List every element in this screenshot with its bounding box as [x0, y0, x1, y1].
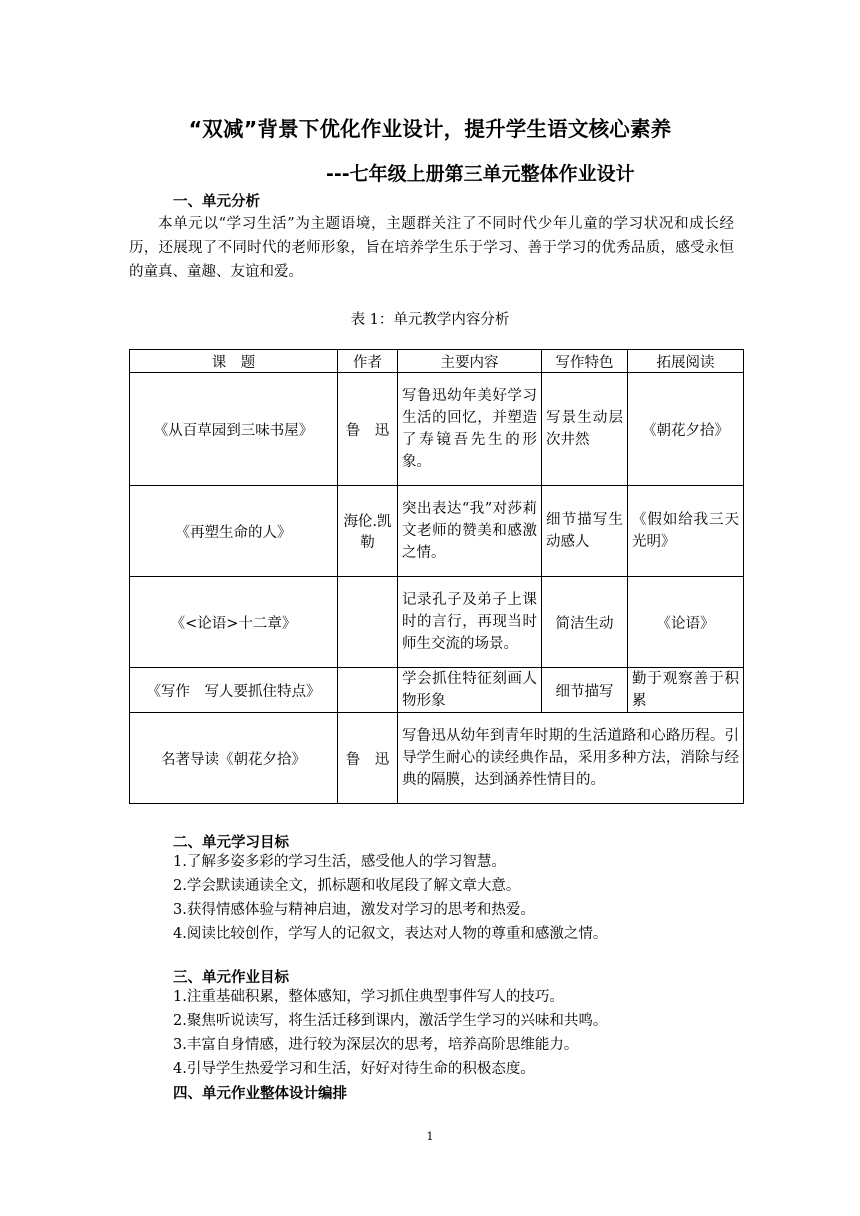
cell-title: 名著导读《朝花夕拾》	[130, 713, 338, 804]
list-item: 4.阅读比较创作，学写人的记叙文，表达对人物的尊重和感激之情。	[173, 926, 608, 942]
section-heading-overall-design: 四、单元作业整体设计编排	[173, 1086, 347, 1102]
cell-title: 《再塑生命的人》	[130, 486, 338, 577]
header-extra-reading: 拓展阅读	[628, 350, 744, 373]
cell-feature: 细节描写生动感人	[542, 486, 628, 577]
cell-author	[338, 668, 398, 713]
cell-extra-reading: 《朝花夕拾》	[628, 373, 744, 486]
cell-title: 《从百草园到三味书屋》	[130, 373, 338, 486]
cell-content: 突出表达“我”对莎莉文老师的赞美和感激之情。	[398, 486, 542, 577]
section-heading-unit-analysis: 一、单元分析	[173, 194, 260, 210]
unit-analysis-paragraph: 本单元以“学习生活”为主题语境，主题群关注了不同时代少年儿童的学习状况和成长经历，还展现了不同时代的老师形象，旨在培养学生乐于学习、善于学习的优秀品质，感受永恒的童真、童趣、友谊和爱。	[129, 216, 734, 280]
section-heading-homework-goals: 三、单元作业目标	[173, 970, 289, 986]
list-item: 4.引导学生热爱学习和生活，好好对待生命的积极态度。	[173, 1061, 535, 1077]
cell-content: 记录孔子及弟子上课时的言行，再现当时师生交流的场景。	[398, 577, 542, 668]
list-item: 2.学会默读通读全文，抓标题和收尾段了解文章大意。	[173, 878, 521, 894]
unit-content-table	[129, 349, 744, 804]
list-item: 3.获得情感体验与精神启迪，激发对学习的思考和热爱。	[173, 902, 535, 918]
table-header-row	[130, 350, 744, 373]
cell-extra-reading: 《论语》	[628, 577, 744, 668]
cell-content: 写鲁迅从幼年到青年时期的生活道路和心路历程。引导学生耐心的读经典作品，采用多种方法，消除与经典的隔膜，达到涵养性情目的。	[398, 713, 744, 804]
cell-author: 鲁 迅	[338, 713, 398, 804]
cell-title: 《写作 写人要抓住特点》	[130, 668, 338, 713]
cell-author	[338, 577, 398, 668]
cell-author-text: 海伦.凯 勒	[343, 514, 392, 551]
homework-goals-list	[173, 985, 773, 1081]
cell-extra-reading: 《假如给我三天光明》	[628, 486, 744, 577]
table-row	[130, 373, 744, 486]
cell-extra-reading: 勤于观察善于积累	[628, 668, 744, 713]
header-content: 主要内容	[398, 350, 542, 373]
header-feature: 写作特色	[542, 350, 628, 373]
table-row	[130, 577, 744, 668]
list-item: 1.了解多姿多彩的学习生活，感受他人的学习智慧。	[173, 854, 506, 870]
table-row	[130, 668, 744, 713]
table-caption: 表 1：单元教学内容分析	[350, 312, 510, 328]
learning-goals-list	[173, 850, 773, 946]
cell-feature: 简洁生动	[542, 577, 628, 668]
header-title: 课 题	[130, 350, 338, 373]
cell-content: 学会抓住特征刻画人物形象	[398, 668, 542, 713]
table-row	[130, 486, 744, 577]
cell-author: 鲁 迅	[338, 373, 398, 486]
header-author: 作者	[338, 350, 398, 373]
document-subtitle: ---七年级上册第三单元整体作业设计	[326, 163, 635, 185]
section-heading-learning-goals: 二、单元学习目标	[173, 835, 289, 851]
cell-feature: 写景生动层次井然	[542, 373, 628, 486]
list-item: 2.聚焦听说读写，将生活迁移到课内，激活学生学习的兴味和共鸣。	[173, 1013, 608, 1029]
document-title: “双减”背景下优化作业设计，提升学生语文核心素养	[188, 117, 672, 141]
list-item: 3.丰富自身情感，进行较为深层次的思考，培养高阶思维能力。	[173, 1037, 579, 1053]
cell-author	[338, 486, 398, 577]
cell-feature: 细节描写	[542, 668, 628, 713]
cell-title: 《<论语>十二章》	[130, 577, 338, 668]
table-row	[130, 713, 744, 804]
list-item: 1.注重基础积累，整体感知，学习抓住典型事件写人的技巧。	[173, 989, 564, 1005]
page-number: 1	[426, 1130, 434, 1143]
cell-content: 写鲁迅幼年美好学习生活的回忆，并塑造了寿镜吾先生的形象。	[398, 373, 542, 486]
